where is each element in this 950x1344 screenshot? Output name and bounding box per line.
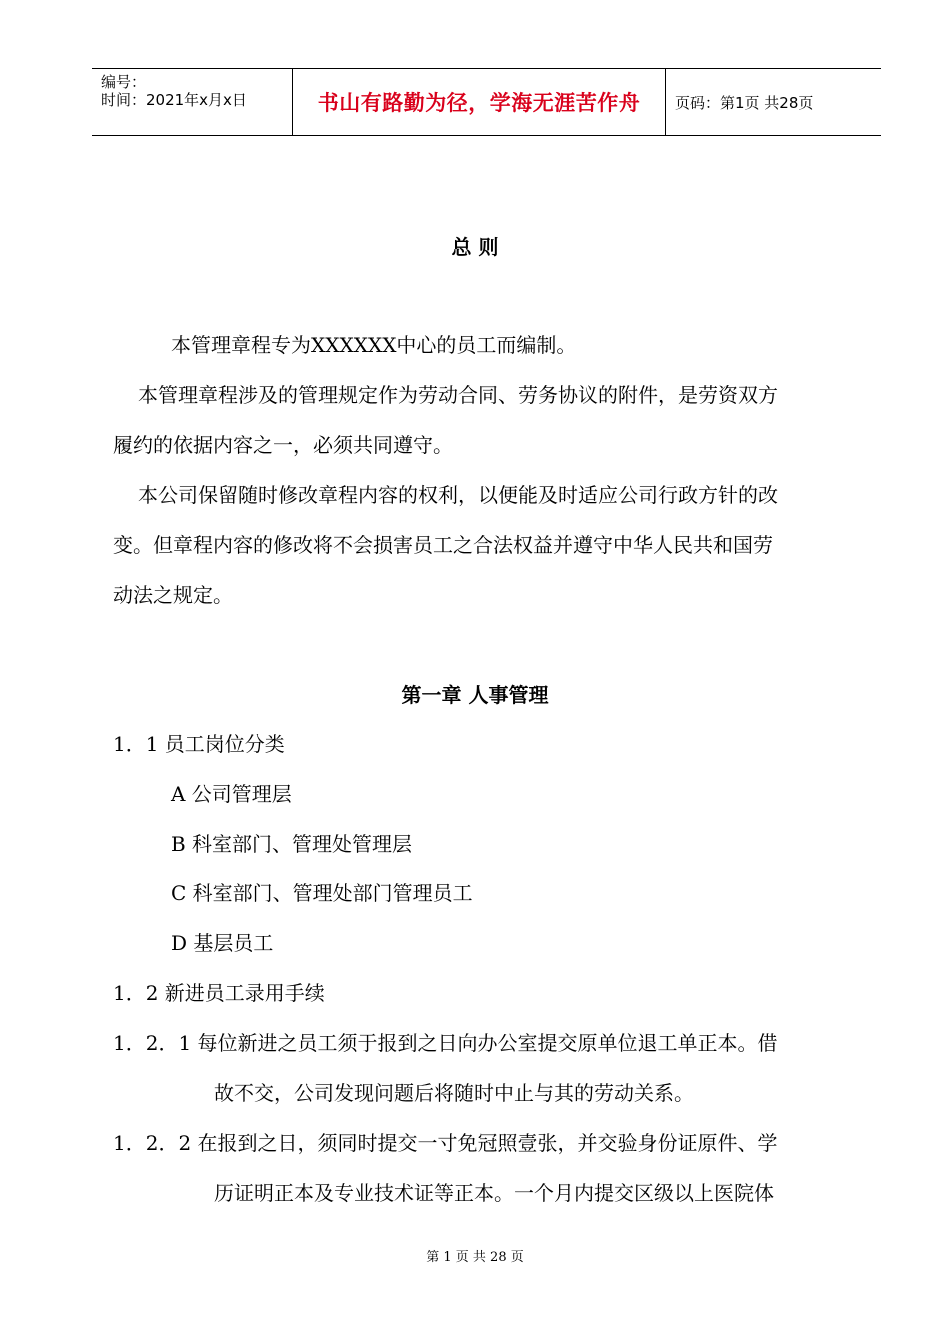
clause-1-2-2-line-1: 1．2．2 在报到之日，须同时提交一寸免冠照壹张，并交验身份证原件、学 <box>113 1131 778 1155</box>
general-paragraph-2-line-1: 本管理章程涉及的管理规定作为劳动合同、劳务协议的附件，是劳资双方 <box>138 383 778 407</box>
page-header <box>92 68 881 136</box>
general-title: 总 则 <box>451 235 499 259</box>
section-1-1-heading: 1．1 员工岗位分类 <box>113 732 285 756</box>
list-item-c: C 科室部门、管理处部门管理员工 <box>171 881 473 905</box>
number-label: 编号： <box>101 73 147 91</box>
chapter-1-title: 第一章 人事管理 <box>401 683 549 707</box>
general-paragraph-3-line-2: 变。但章程内容的修改将不会损害员工之合法权益并遵守中华人民共和国劳 <box>113 533 773 557</box>
header-info-cell <box>92 69 293 135</box>
list-item-d: D 基层员工 <box>171 931 274 955</box>
list-item-b: B 科室部门、管理处管理层 <box>171 832 413 856</box>
general-paragraph-2-line-2: 履约的依据内容之一，必须共同遵守。 <box>113 433 453 457</box>
clause-1-2-2-line-2: 历证明正本及专业技术证等正本。一个月内提交区级以上医院体 <box>214 1181 774 1205</box>
general-paragraph-1: 本管理章程专为XXXXXX中心的员工而编制。 <box>171 333 577 357</box>
list-item-a: A 公司管理层 <box>171 782 292 806</box>
clause-1-2-1-line-1: 1．2．1 每位新进之员工须于报到之日向办公室提交原单位退工单正本。借 <box>113 1031 778 1055</box>
section-1-2-heading: 1．2 新进员工录用手续 <box>113 981 325 1005</box>
page-label: 页码：第1页 共28页 <box>675 93 814 112</box>
general-paragraph-3-line-1: 本公司保留随时修改章程内容的权利，以便能及时适应公司行政方针的改 <box>138 483 778 507</box>
time-label: 时间：2021年x月x日 <box>101 91 247 109</box>
clause-1-2-1-line-2: 故不交，公司发现问题后将随时中止与其的劳动关系。 <box>214 1081 694 1105</box>
header-motto-cell <box>293 69 666 135</box>
motto: 书山有路勤为径，学海无涯苦作舟 <box>317 91 641 115</box>
header-page-cell <box>666 69 881 135</box>
page-footer: 第 1 页 共 28 页 <box>426 1250 524 1265</box>
general-paragraph-3-line-3: 动法之规定。 <box>113 583 233 607</box>
